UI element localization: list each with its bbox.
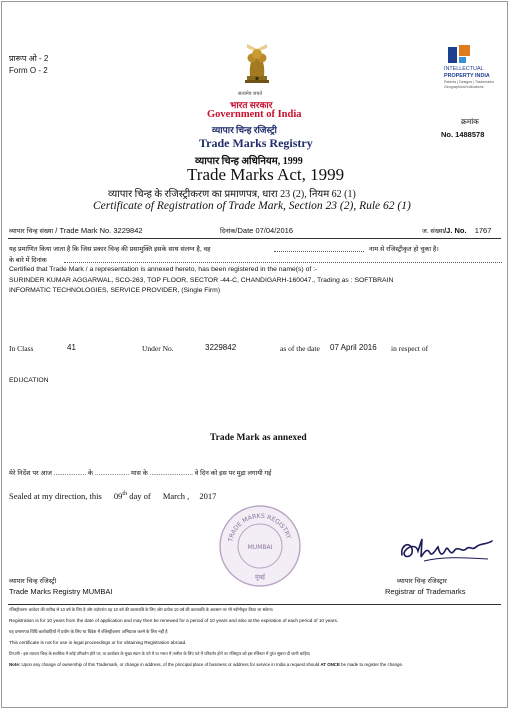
- note-english-2: This certificate is not for use in legal proceedings or for obtaining Registration abroad.: [9, 640, 187, 645]
- seal-bottom-text: मुंबई: [255, 574, 265, 581]
- body-hindi-line1: यह प्रमाणित किया जाता है कि जिस प्रकार चिन्ह की प्रसामुक्ति इसके साथ संलग्न है, वह: [9, 246, 211, 253]
- note-english-3: [9, 662, 403, 667]
- tm-no-label: / Trade Mark No.: [55, 226, 112, 235]
- sealed-label: Sealed at my direction, this: [9, 491, 102, 501]
- tm-no-hindi: व्यापार चिन्ह संख्या: [9, 228, 54, 235]
- date-row: [220, 226, 293, 235]
- journal-row: [422, 226, 491, 235]
- in-respect-label: in respect of: [391, 344, 429, 353]
- date-hindi: दिनांक: [220, 228, 236, 235]
- journal-hindi: ज. संख्या: [422, 228, 445, 235]
- certificate-hindi-heading: व्यापार चिन्ह के रजिस्ट्रीकरण का प्रमाणपत्र, धारा 23 (2), नियम 62 (1): [108, 189, 356, 200]
- class-value: 41: [67, 343, 76, 352]
- sealed-year: 2017: [199, 491, 217, 501]
- sealed-line: [9, 491, 216, 501]
- act-hindi: व्यापार चिन्ह अधिनियम, 1999: [195, 156, 303, 167]
- note-hindi-3: टिप्पणी - इस व्यापार चिन्ह के स्वामित्व में कोई परिवर्तन होने पर, या कारोबार के मुख्य स्थान के पते में या भारत में तामील के लिए पते में परिवर्तन होने पर रजिस्ट्रार को इस रजिस्टर में तुरंत सूचना दी जानी चाहिए।: [9, 651, 311, 656]
- as-of-value: 07 April 2016: [330, 343, 377, 352]
- govt-hindi: भारत सरकार: [230, 100, 273, 110]
- sealed-day: 09: [113, 491, 123, 501]
- certificate-english-heading: Certificate of Registration of Trade Mark, Section 23 (2), Rule 62 (1): [93, 200, 411, 212]
- govt-english: Government of India: [207, 109, 302, 120]
- as-of-label: as of the date: [280, 344, 320, 353]
- note-bold: AT ONCE: [320, 662, 340, 667]
- seal-outer-text: TRADE MARKS REGISTRY: [227, 512, 292, 543]
- note-english-1: Registration is for 10 years from the date of application and may then be renewed for a period of 10 years and also at the expiration of each period of 10 years.: [9, 618, 339, 623]
- act-english: Trade Marks Act, 1999: [187, 165, 345, 184]
- registry-hindi: व्यापार चिन्ह रजिस्ट्री: [212, 125, 277, 135]
- number-hindi-label: क्रमांक: [461, 117, 479, 126]
- trade-mark-number-row: [9, 226, 143, 235]
- ip-logo-line3: Patents | Designs | Trademarks: [444, 80, 495, 84]
- under-no-value: 3229842: [205, 343, 237, 352]
- sealed-hindi-line: मेरे निर्देश पर आज .................. के ................... मास के ........................ वे दिन को इस पर मुद्रा लगायी गई: [9, 470, 272, 477]
- ip-logo-line1: INTELLECTUAL: [444, 66, 484, 72]
- form-english-label: Form O - 2: [9, 66, 48, 75]
- journal-label: /J. No.: [444, 226, 467, 235]
- ip-logo-line2: PROPERTY INDIA: [444, 73, 490, 79]
- footer-right-english: Registrar of Trademarks: [385, 587, 466, 596]
- registry-seal-stamp: [218, 504, 302, 588]
- footer-right-hindi: व्यापार चिन्ह रजिस्ट्रार: [397, 578, 447, 585]
- under-no-label: Under No.: [142, 344, 174, 353]
- state-emblem-icon: [241, 42, 273, 92]
- dotted-fill: [274, 251, 364, 252]
- trade-mark-annexed: Trade Mark as annexed: [210, 433, 307, 443]
- note-hindi-2: यह प्रमाणपत्र विधि कार्यवाहियों में प्रयोग के लिए या विदेश में रजिस्ट्रीकरण अभिप्राप्त करने के लिए नहीं है: [9, 629, 168, 634]
- note-end: be made to register the change.: [341, 662, 404, 667]
- seal-center-text: MUMBAI: [247, 544, 273, 551]
- certificate-page: [1, 1, 508, 708]
- proprietor-line2: INFORMATIC TECHNOLOGIES, SERVICE PROVIDER, (Single Firm): [9, 287, 221, 294]
- registrar-signature-icon: [396, 527, 496, 567]
- sealed-month: March ,: [162, 491, 190, 501]
- date-value: 07/04/2016: [255, 226, 293, 235]
- proprietor-line1: SURINDER KUMAR AGGARWAL, SCO-263, TOP FLOOR, SECTOR -44-C, CHANDIGARH-160047., Trading as : SOFTBRAIN: [9, 277, 394, 284]
- emblem-caption: सत्यमेव जयते: [238, 92, 263, 97]
- note-hindi-1: रजिस्ट्रीकरण आवेदन की तारीख से 10 वर्ष के लिए है और तदोपरांत यह 10 वर्ष की कालावधि के लिए और प्रत्येक 10 वर्ष की कालावधि के अवसान पर भी नवीनीकृत किया जा सकेगा।: [9, 607, 274, 612]
- goods-services: EDUCATION: [9, 377, 49, 384]
- sealed-day-suffix: th: [122, 491, 128, 498]
- ip-logo-line4: Geographical Indications: [444, 85, 484, 89]
- sealed-day-of: day of: [129, 491, 151, 501]
- body-hindi-line2: के बारे में दिनांक: [9, 257, 47, 264]
- footer-left-english: Trade Marks Registry MUMBAI: [9, 587, 113, 596]
- in-class-label: In Class: [9, 344, 34, 353]
- note-text: Upon any change of ownership of this Trademark, or change in address, of the principal place of business or address for service in India a request should: [21, 662, 320, 667]
- divider-line: [8, 238, 501, 239]
- registry-english: Trade Marks Registry: [199, 136, 313, 150]
- journal-value: 1767: [474, 226, 492, 235]
- ip-india-logo: [444, 45, 504, 92]
- form-hindi-label: प्रारूप ओ - 2: [9, 54, 49, 63]
- dotted-fill: [64, 262, 502, 263]
- note-prefix: Note:: [9, 662, 21, 667]
- date-label: /Date: [235, 226, 254, 235]
- ip-india-logo-icon: [448, 45, 470, 65]
- certificate-number: No. 1488578: [441, 130, 485, 139]
- tm-no-value: 3229842: [113, 226, 143, 235]
- footer-left-hindi: व्यापार चिन्ह रजिस्ट्री: [9, 578, 57, 585]
- notes-divider: [8, 604, 501, 605]
- certified-statement: Certified that Trade Mark / a representation is annexed hereto, has been registered in the name(s) of :-: [9, 266, 318, 273]
- body-hindi-line1-end: नाम से रजिस्ट्रीकृत हो चुका है।: [369, 246, 439, 253]
